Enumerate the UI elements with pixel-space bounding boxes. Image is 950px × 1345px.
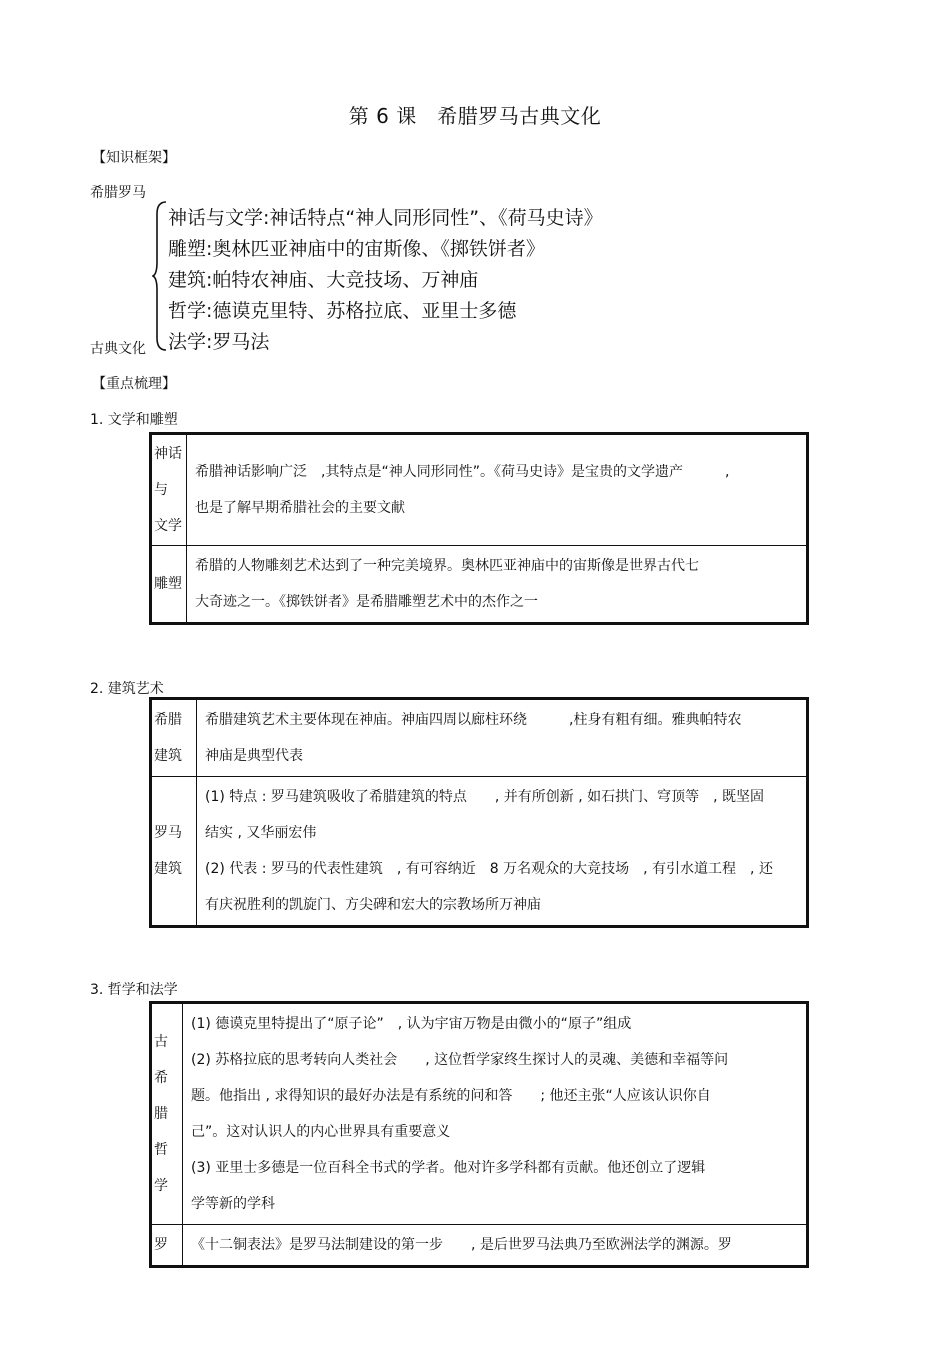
label-line: 神话 [154, 446, 182, 462]
table-row [151, 699, 808, 777]
content-line: 结实 , 又华丽宏伟 [205, 825, 317, 841]
label-line: 罗马 [154, 825, 182, 841]
content-line: 希腊神话影响广泛 ,其特点是“神人同形同性”。《荷马史诗》是宝贵的文学遗产 , [195, 464, 730, 480]
section-heading-philosophy-law: 3. 哲学和法学 [90, 982, 178, 998]
row-content-greek-architecture [197, 699, 808, 777]
label-line: 希 [154, 1070, 168, 1086]
row-content-greek-philosophy [183, 1003, 808, 1225]
framework-item-philosophy: 哲学:德谟克里特、苏格拉底、亚里士多德 [168, 300, 517, 322]
content-line: 也是了解早期希腊社会的主要文献 [195, 500, 405, 516]
content-line: 学等新的学科 [191, 1196, 275, 1212]
content-line: (1) 特点 : 罗马建筑吸收了希腊建筑的特点 , 并有所创新 , 如石拱门、穹顶等 , 既坚固 [205, 789, 765, 805]
framework-label-bottom: 古典文化 [90, 341, 146, 357]
row-label-sculpture [151, 546, 187, 624]
table-row [151, 1003, 808, 1225]
row-label-myth [151, 434, 187, 546]
content-line: 希腊建筑艺术主要体现在神庙。神庙四周以廊柱环绕 ,柱身有粗有细。雅典帕特农 [205, 712, 742, 728]
page-title: 第 6 课 希腊罗马古典文化 [348, 104, 602, 128]
content-line: 《十二铜表法》是罗马法制建设的第一步 , 是后世罗马法典乃至欧洲法学的渊源。罗 [191, 1237, 732, 1253]
content-line: 神庙是典型代表 [205, 748, 303, 764]
label-line: 建筑 [154, 861, 182, 877]
table-row [151, 434, 808, 546]
content-line: 己”。这对认识人的内心世界具有重要意义 [191, 1124, 451, 1140]
content-line: 大奇迹之一。《掷铁饼者》是希腊雕塑艺术中的杰作之一 [195, 594, 538, 610]
label-line: 希腊 [154, 712, 182, 728]
framework-item-law: 法学:罗马法 [168, 331, 270, 353]
label-line: 建筑 [154, 748, 182, 764]
row-label-roman-architecture [151, 777, 197, 927]
label-line: 文学 [154, 518, 182, 534]
table-row [151, 1225, 808, 1267]
framework-item-myth: 神话与文学:神话特点“神人同形同性”、《荷马史诗》 [168, 207, 603, 229]
label-line: 腊 [154, 1106, 168, 1122]
label-line: 哲 [154, 1142, 168, 1158]
content-line: (1) 德谟克里特提出了“原子论” , 认为宇宙万物是由微小的“原子”组成 [191, 1016, 632, 1032]
key-points-heading: 【重点梳理】 [92, 376, 176, 392]
row-label-greek-philosophy [151, 1003, 183, 1225]
table-row [151, 777, 808, 927]
architecture-table [149, 697, 809, 928]
label-line: 雕塑 [154, 576, 182, 592]
row-content-sculpture [187, 546, 808, 624]
label-line: 与 [154, 482, 168, 498]
framework-item-sculpture: 雕塑:奥林匹亚神庙中的宙斯像、《掷铁饼者》 [168, 238, 545, 260]
literature-sculpture-table [149, 432, 809, 625]
content-line: (2) 苏格拉底的思考转向人类社会 , 这位哲学家终生探讨人的灵魂、美德和幸福等问 [191, 1052, 729, 1068]
row-label-roman-law [151, 1225, 183, 1267]
content-line: 希腊的人物雕刻艺术达到了一种完美境界。奥林匹亚神庙中的宙斯像是世界古代七 [195, 558, 699, 574]
content-line: (3) 亚里士多德是一位百科全书式的学者。他对许多学科都有贡献。他还创立了逻辑 [191, 1160, 706, 1176]
row-content-roman-architecture [197, 777, 808, 927]
framework-brace [152, 200, 168, 352]
content-line: (2) 代表 : 罗马的代表性建筑 , 有可容纳近 8 万名观众的大竞技场 , 有引水道工程 , 还 [205, 861, 773, 877]
section-heading-literature: 1. 文学和雕塑 [90, 412, 178, 428]
framework-item-architecture: 建筑:帕特农神庙、大竞技场、万神庙 [168, 269, 479, 291]
section-heading-architecture: 2. 建筑艺术 [90, 681, 164, 697]
label-line: 罗 [154, 1237, 168, 1253]
table-row [151, 546, 808, 624]
framework-label-top: 希腊罗马 [90, 185, 146, 201]
framework-heading: 【知识框架】 [92, 150, 176, 166]
content-line: 题。他指出 , 求得知识的最好办法是有系统的问和答 ; 他还主张“人应该认识你自 [191, 1088, 711, 1104]
row-content-roman-law [183, 1225, 808, 1267]
philosophy-law-table [149, 1001, 809, 1268]
label-line: 学 [154, 1178, 168, 1194]
label-line: 古 [154, 1034, 168, 1050]
row-content-myth [187, 434, 808, 546]
row-label-greek-architecture [151, 699, 197, 777]
content-line: 有庆祝胜利的凯旋门、方尖碑和宏大的宗教场所万神庙 [205, 897, 541, 913]
